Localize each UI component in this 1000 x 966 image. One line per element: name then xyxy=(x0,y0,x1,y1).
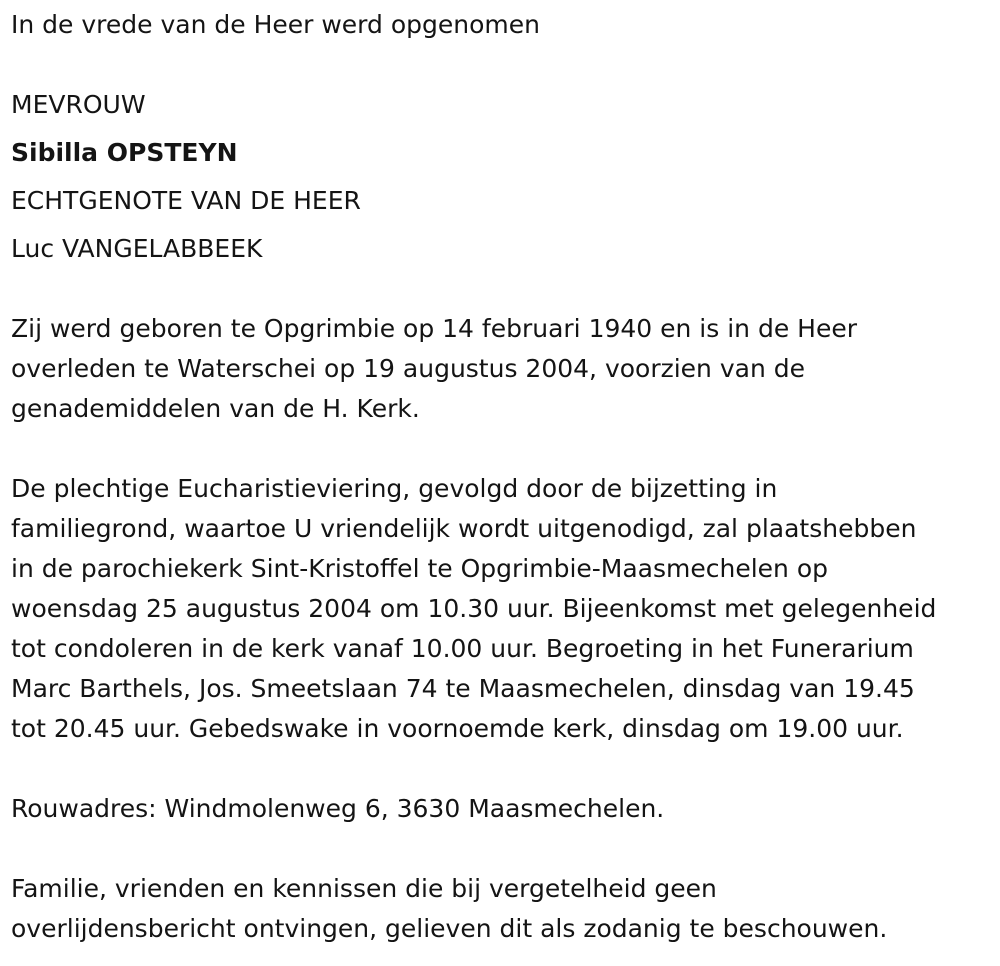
spouse-name: Luc VANGELABBEEK xyxy=(11,234,263,263)
spacer xyxy=(11,269,996,309)
spouse-label: ECHTGENOTE VAN DE HEER xyxy=(11,186,361,215)
paragraph-line: Familie, vrienden en kennissen die bij vergetelheid geen xyxy=(11,874,717,903)
closing-paragraph xyxy=(11,869,996,949)
birth-paragraph xyxy=(11,309,996,429)
paragraph-line: Zij werd geboren te Opgrimbie op 14 februari 1940 en is in de Heer xyxy=(11,314,857,343)
paragraph-line: in de parochiekerk Sint-Kristoffel te Opgrimbie-Maasmechelen op xyxy=(11,554,829,583)
spacer xyxy=(11,429,996,469)
spacer xyxy=(11,221,996,229)
mourning-address: Rouwadres: Windmolenweg 6, 3630 Maasmechelen. xyxy=(11,794,665,823)
spacer xyxy=(11,45,996,85)
spacer xyxy=(11,125,996,133)
paragraph-line: woensdag 25 augustus 2004 om 10.30 uur. Bijeenkomst met gelegenheid xyxy=(11,594,937,623)
paragraph-line: Marc Barthels, Jos. Smeetslaan 74 te Maasmechelen, dinsdag van 19.45 xyxy=(11,674,915,703)
paragraph-line: tot 20.45 uur. Gebedswake in voornoemde kerk, dinsdag om 19.00 uur. xyxy=(11,714,904,743)
title-prefix: MEVROUW xyxy=(11,90,146,119)
paragraph-line: tot condoleren in de kerk vanaf 10.00 uur. Begroeting in het Funerarium xyxy=(11,634,914,663)
spacer xyxy=(11,749,996,789)
ceremony-paragraph xyxy=(11,469,996,749)
paragraph-line: overlijdensbericht ontvingen, gelieven dit als zodanig te beschouwen. xyxy=(11,914,888,943)
intro-line: In de vrede van de Heer werd opgenomen xyxy=(11,10,540,39)
paragraph-line: genademiddelen van de H. Kerk. xyxy=(11,394,420,423)
spacer xyxy=(11,173,996,181)
paragraph-line: familiegrond, waartoe U vriendelijk wordt uitgenodigd, zal plaatshebben xyxy=(11,514,917,543)
obituary-document xyxy=(11,5,996,949)
deceased-name: Sibilla OPSTEYN xyxy=(11,138,238,167)
spacer xyxy=(11,829,996,869)
paragraph-line: De plechtige Eucharistieviering, gevolgd door de bijzetting in xyxy=(11,474,778,503)
paragraph-line: overleden te Waterschei op 19 augustus 2004, voorzien van de xyxy=(11,354,806,383)
